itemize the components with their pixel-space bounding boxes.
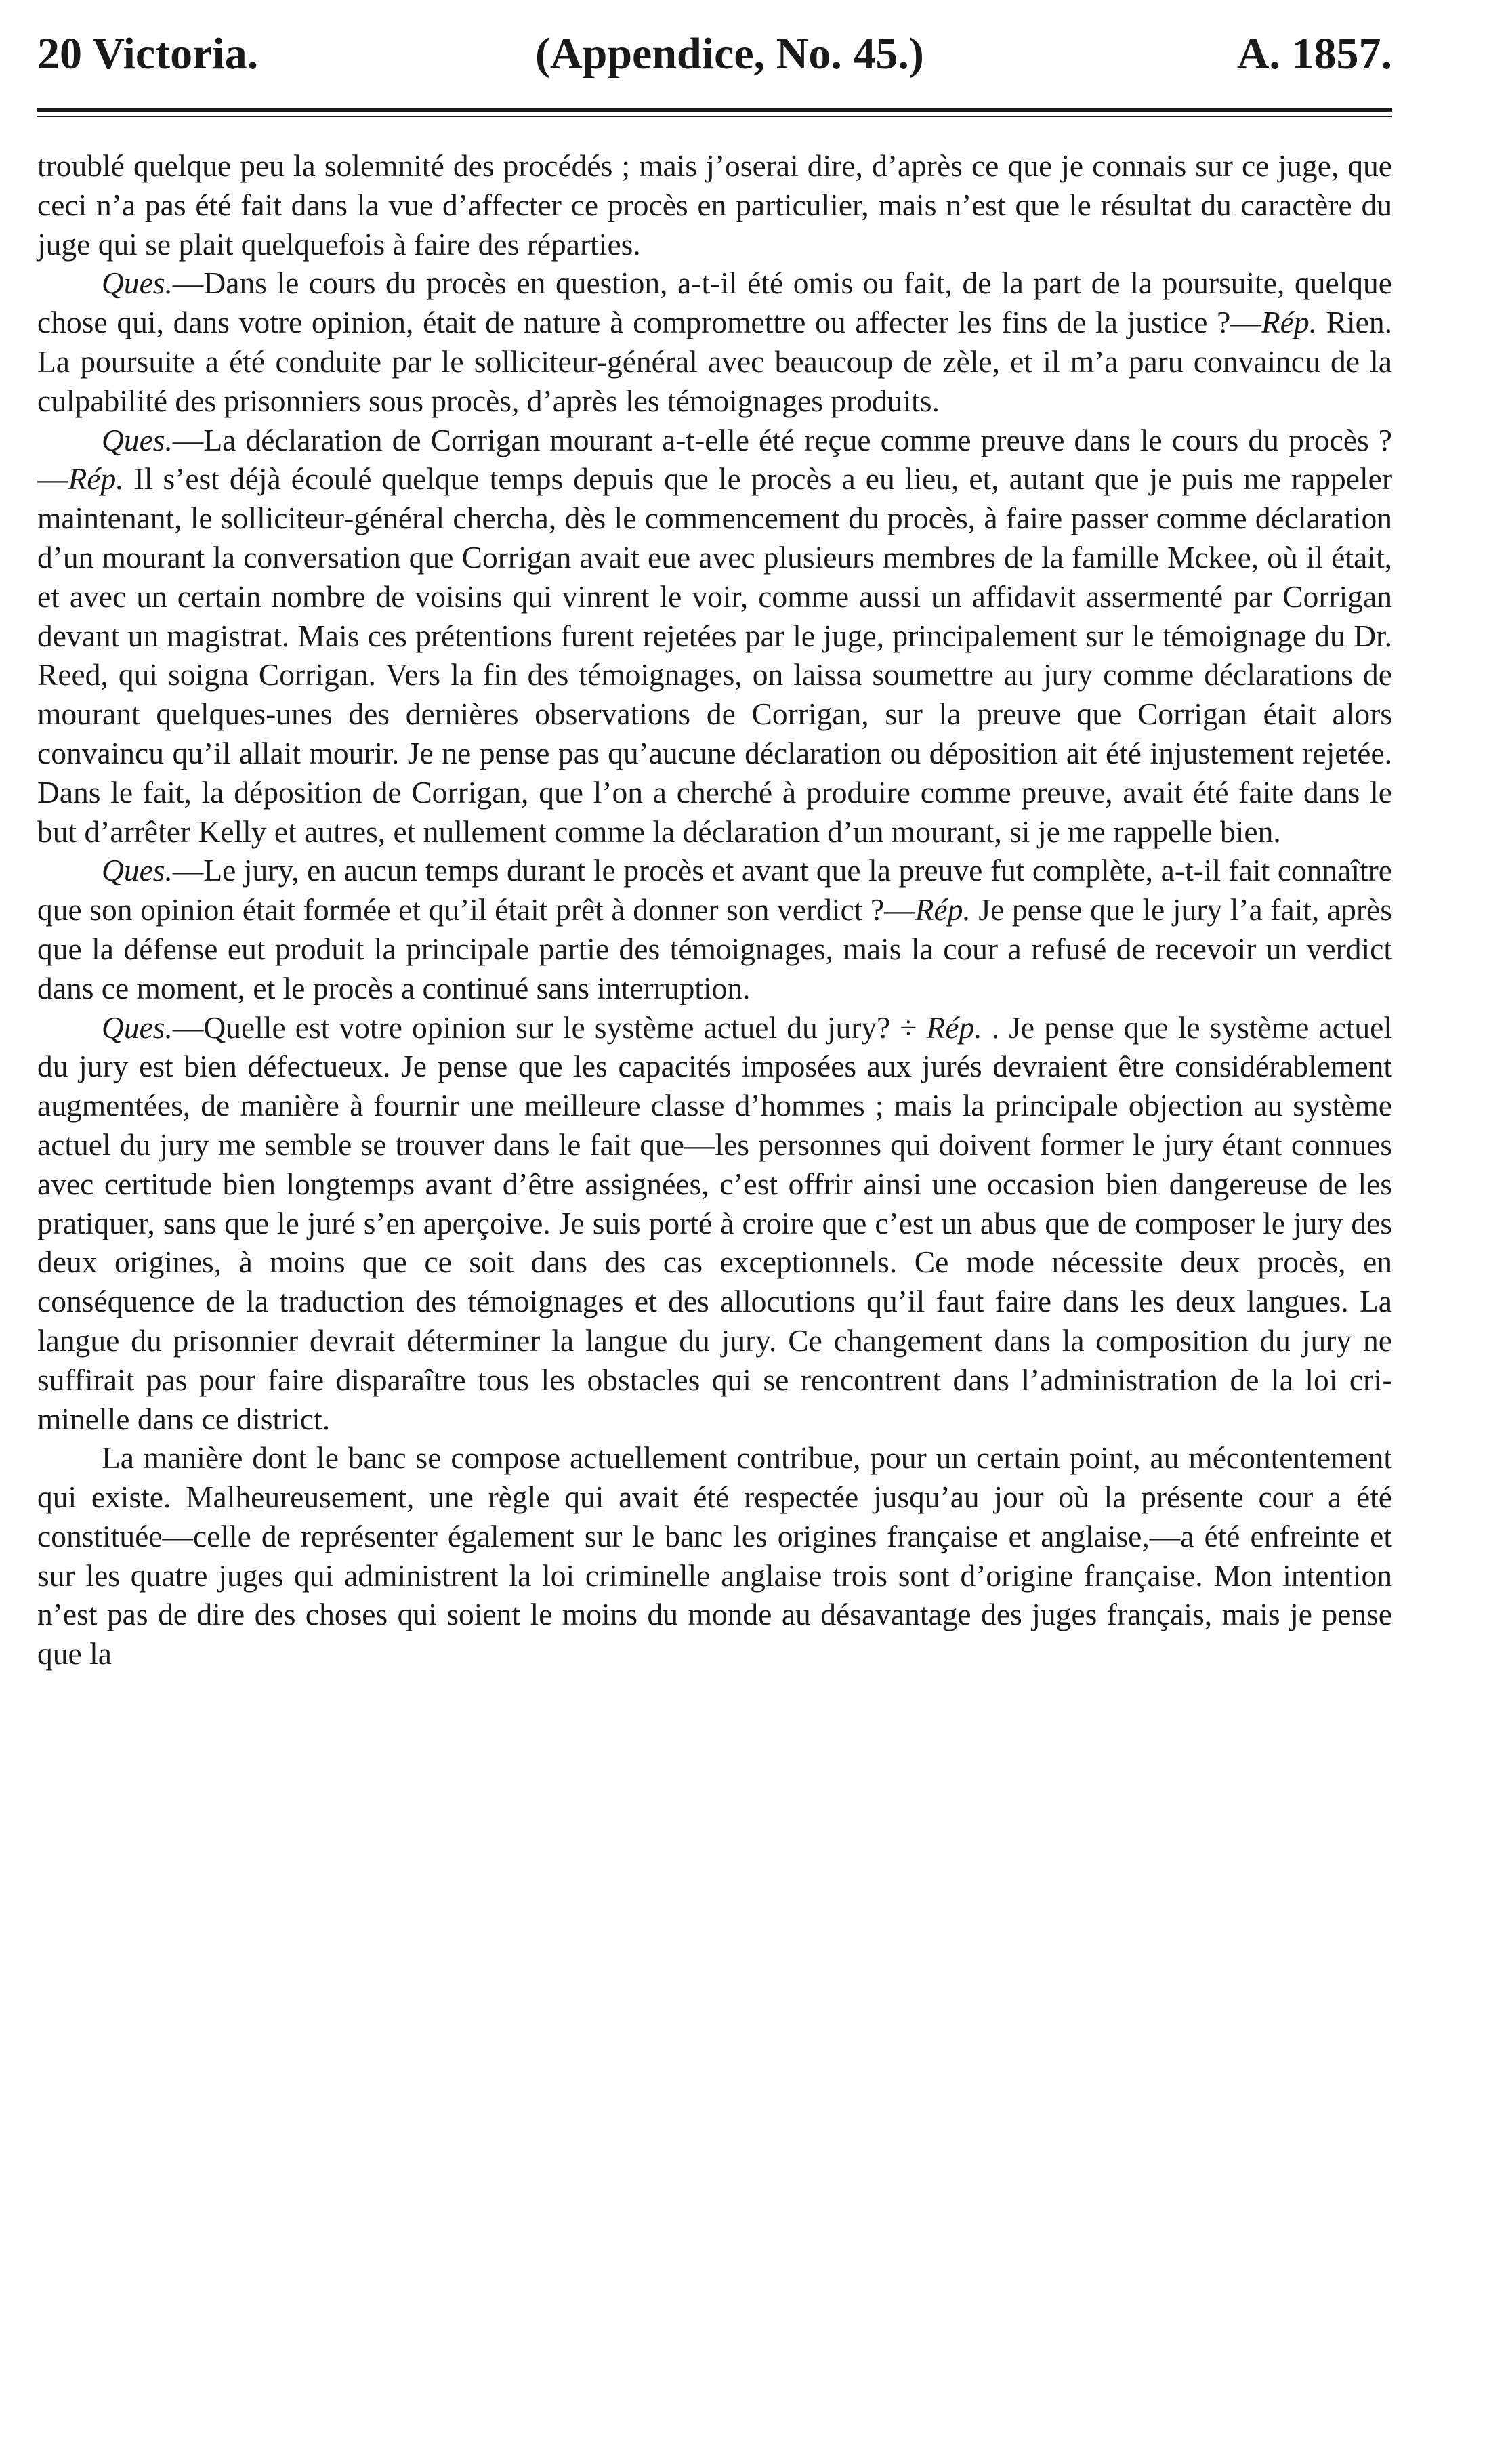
header-appendix: (Appendice, No. 45.) [535,29,924,79]
paragraph-statement [37,1438,1392,1673]
paragraph-question [37,1008,1392,1439]
answer-text: Rien. La poursuite a été conduite par le solliciteur-général avec beaucoup de zèle, et il m’a paru convaincu de la culpabilité des prisonniers sous procès, d’après les témoignages produits. [37,305,1392,418]
header-rule-thin [37,116,1392,117]
answer-text: Je pense que le jury l’a fait, après que la défense eut produit la principale partie des témoignages, mais la cour a refusé de recevoir un verdict dans ce moment, et le procès a continué sans interruption. [37,892,1392,1005]
paragraph-question [37,264,1392,420]
paragraph-question [37,851,1392,1007]
answer-label: Rép. [68,461,124,497]
question-text: —Le jury, en aucun temps durant le procès et avant que la preuve fut complète, a-t-il fait connaître que son opinion était formée et qu’il était prêt à donner son verdict ?— [37,853,1392,927]
question-label: Ques. [102,853,173,888]
question-text: —Quelle est votre opinion sur le système actuel du jury? ÷ [172,1009,927,1045]
document-page [37,14,1392,2452]
question-label: Ques. [102,266,173,301]
header-session: 20 Victoria. [37,29,259,79]
running-header [37,14,1392,88]
paragraph-text: troublé quelque peu la solemnité des procédés ; mais j’oserai dire, d’après ce que je connais sur ce juge, que ceci n’a pas été fait dans la vue d’affecter ce procès en particulier, mais n’est que le résultat du caractère du juge qui se plait quelquefois à faire des réparties. [37,148,1392,262]
question-text: —Dans le cours du procès en question, a-t-il été omis ou fait, de la part de la poursuite, quelque chose qui, dans votre opinion, était de nature à compromettre ou affecter les fins de la justice ?— [37,266,1392,340]
body-text [37,146,1392,1673]
paragraph-text: La manière dont le banc se compose actuellement contribue, pour un certain point, au mécontentement qui existe. Malheureusement, une règle qui avait été respectée jusqu’au jour où la présente cour a été constituée—celle de représenter également sur le banc les origines française et anglaise,—a été enfreinte et sur les quatre juges qui administrent la loi criminelle anglaise trois sont d’origine française. Mon intention n’est pas de dire des choses qui soient le moins du monde au désavantage des juges français, mais je pense que la [37,1440,1392,1671]
header-year: A. 1857. [1236,29,1392,79]
answer-label: Rép. [915,892,971,927]
header-rule-thick [37,108,1392,112]
question-label: Ques. [102,422,173,457]
paragraph-continuation [37,146,1392,264]
answer-label: Rép. [926,1009,982,1045]
answer-text: . Je pense que le système actuel du jury est bien défectueux. Je pense que les capacités imposées aux jurés devraient être considérablement augmentées, de manière à fournir une meilleure classe d’hommes ; mais la principale objection au système actuel du jury me semble se trouver dans le fait que—les personnes qui doivent former le jury étant connues avec certitude bien longtemps avant d’être assignées, c’est offrir ainsi une occasion bien dangereuse de les pratiquer, sans que le juré s’en aperçoive. Je suis porté à croire que c’est un abus que de composer le jury des deux origines, à moins que ce soit dans des cas exceptionnels. Ce mode nécessite deux procès, en conséquence de la traduction des témoignages et des allocutions qu’il faut faire dans les deux langues. La langue du prisonnier devrait déterminer la langue du jury. Ce changement dans la composition du jury ne suffirait pas pour faire disparaître tous les obstacles qui se rencontrent dans l’administration de la loi criminelle dans ce district. [37,1009,1392,1436]
answer-label: Rép. [1261,305,1317,340]
question-label: Ques. [102,1009,173,1045]
answer-text: Il s’est déjà écoulé quelque temps depuis que le procès a eu lieu, et, autant que je puis me rappeler maintenant, le solliciteur-général chercha, dès le commencement du procès, à faire passer comme déclaration d’un mourant la conversation que Corrigan avait eue avec plusieurs membres de la famille Mckee, où il était, et avec un certain nombre de voisins qui vinrent le voir, comme aussi un affidavit assermenté par Corrigan devant un magistrat. Mais ces prétentions furent rejetées par le juge, principalement sur le témoignage du Dr. Reed, qui soigna Corrigan. Vers la fin des témoignages, on laissa soumettre au jury comme déclarations de mourant quelques-unes des dernières observations de Corrigan, sur la preuve que Corrigan était alors convaincu qu’il allait mourir. Je ne pense pas qu’aucune déclaration ou déposition ait été injustement rejetée. Dans le fait, la déposition de Corrigan, que l’on a cherché à produire comme preuve, avait été faite dans le but d’arrêter Kelly et autres, et nullement comme la déclaration d’un mourant, si je me rappelle bien. [37,461,1392,849]
question-text: —La déclaration de Corrigan mourant a-t-elle été reçue comme preuve dans le cours du procès ?— [37,422,1392,497]
paragraph-question [37,421,1392,852]
